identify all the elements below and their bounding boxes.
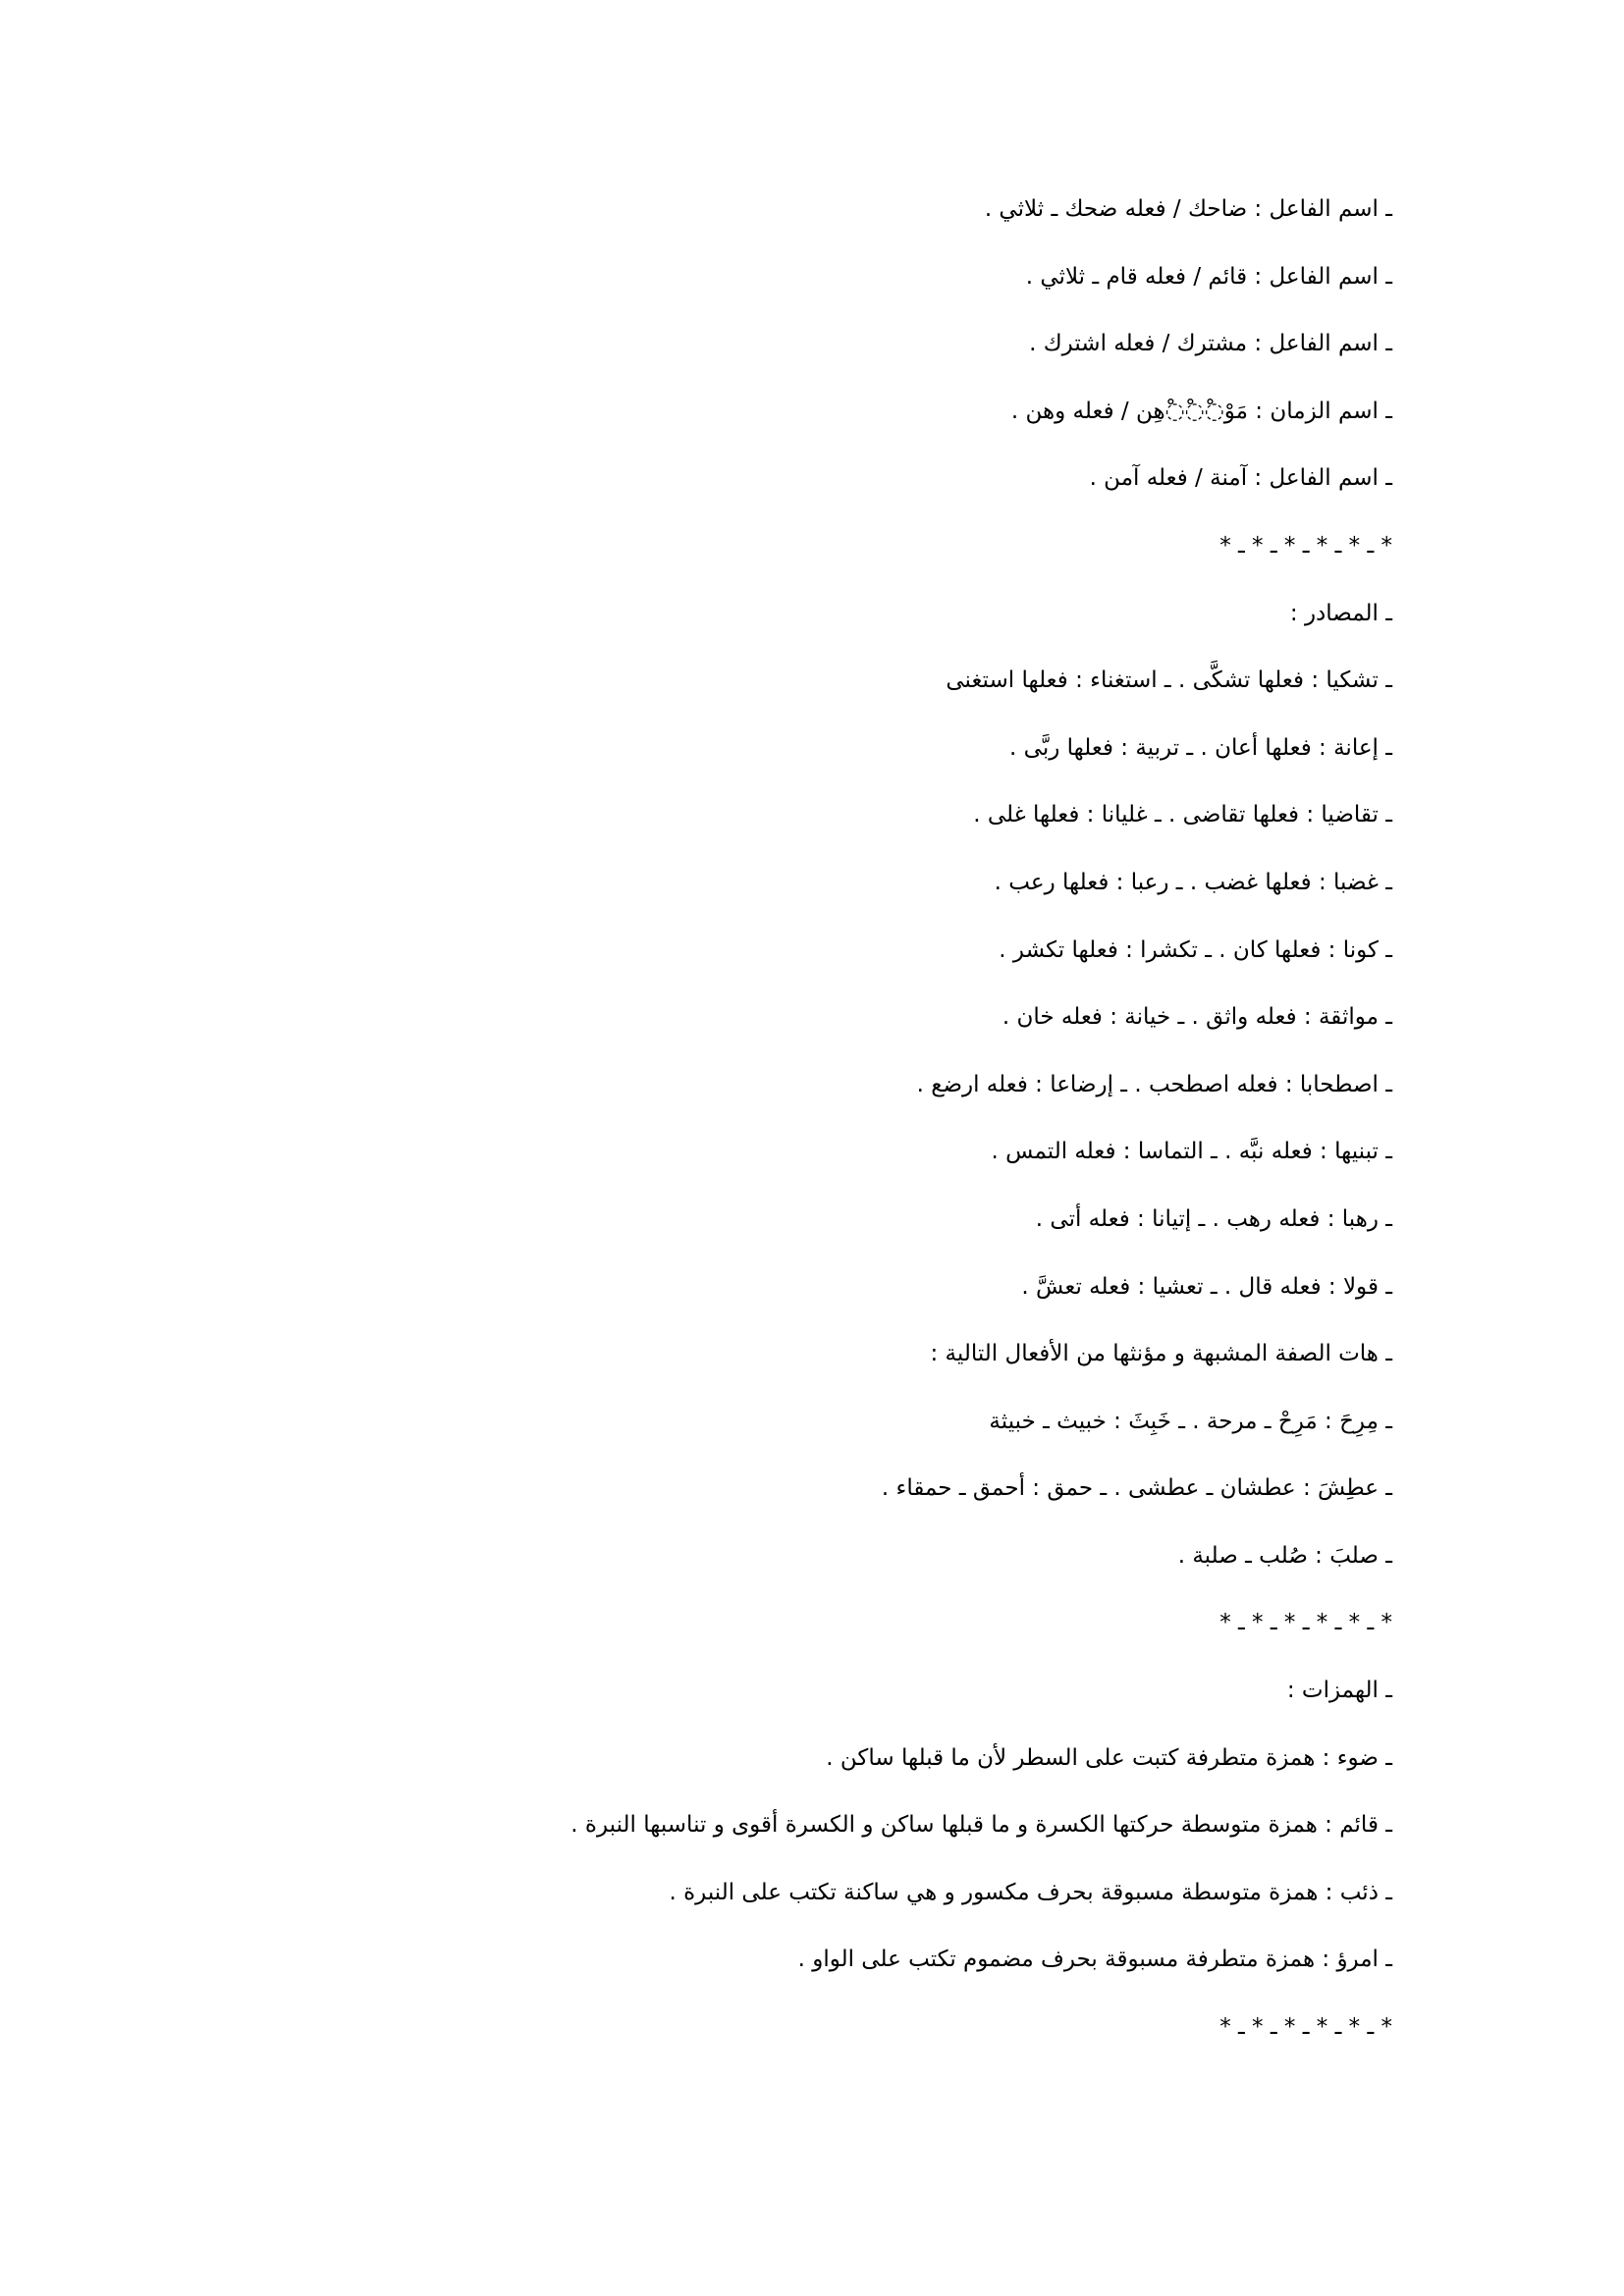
section-separator: * ـ * ـ * ـ * ـ * ـ * — [1219, 532, 1392, 559]
text-line: ـ إعانة : فعلها أعان . ـ تربية : فعلها ربَّى . — [1009, 734, 1392, 761]
section-heading-masadir: ـ المصادر : — [1289, 600, 1392, 626]
text-line: ـ قائم : همزة متوسطة حركتها الكسرة و ما قبلها ساكن و الكسرة أقوى و تناسبها النبرة . — [570, 1812, 1392, 1839]
text-line: ـ تقاضيا : فعلها تقاضى . ـ غليانا : فعلها غلى . — [973, 802, 1392, 828]
text-line: ـ كونا : فعلها كان . ـ تكشرا : فعلها تكشر . — [999, 936, 1392, 963]
exercise-instruction: ـ هات الصفة المشبهة و مؤنثها من الأفعال التالية : — [930, 1341, 1392, 1367]
text-line: ـ صلبَ : صُلب ـ صلبة . — [1177, 1542, 1392, 1569]
text-line: ـ تبنيها : فعله نبَّه . ـ التماسا : فعله التمس . — [991, 1139, 1392, 1165]
text-line: ـ اسم الفاعل : ضاحك / فعله ضحك ـ ثلاثي . — [984, 196, 1392, 222]
text-line: ـ عطِشَ : عطشان ـ عطشى . ـ حمق : أحمق ـ حمقاء . — [881, 1475, 1392, 1502]
text-line: ـ ضوء : همزة متطرفة كتبت على السطر لأن ما قبلها ساكن . — [826, 1744, 1392, 1771]
text-line: ـ اسم الفاعل : آمنة / فعله آمن . — [1089, 465, 1392, 492]
text-line: ـ اسم الزمان : مَوْ◌ْ◌ْ◌ْهِن / فعله وهن . — [1010, 398, 1392, 424]
document-text-body — [214, 194, 1392, 2080]
text-line: ـ مِرِحَ : مَرِحْ ـ مرحة . ـ خَبِثَ : خبيث ـ خبيثة — [989, 1408, 1392, 1434]
text-line: ـ اصطحابا : فعله اصطحب . ـ إرضاعا : فعله ارضع . — [916, 1071, 1392, 1097]
text-line: ـ غضبا : فعلها غضب . ـ رعبا : فعلها رعب . — [994, 869, 1392, 895]
text-line: ـ ذئب : همزة متوسطة مسبوقة بحرف مكسور و هي ساكنة تكتب على النبرة . — [669, 1879, 1392, 1905]
text-line: ـ اسم الفاعل : قائم / فعله قام ـ ثلاثي . — [1025, 263, 1392, 290]
text-line: ـ مواثقة : فعله واثق . ـ خيانة : فعله خان . — [1001, 1004, 1392, 1031]
text-line: ـ امرؤ : همزة متطرفة مسبوقة بحرف مضموم تكتب على الواو . — [797, 1947, 1392, 1973]
section-separator: * ـ * ـ * ـ * ـ * ـ * — [1219, 1610, 1392, 1636]
text-line: ـ تشكيا : فعلها تشكَّى . ـ استغناء : فعلها استغنى — [946, 667, 1392, 694]
text-line: ـ قولا : فعله قال . ـ تعشيا : فعله تعشَّ . — [1021, 1273, 1392, 1300]
section-heading-hamazat: ـ الهمزات : — [1286, 1678, 1392, 1704]
text-line: ـ اسم الفاعل : مشترك / فعله اشترك . — [1029, 331, 1392, 357]
text-line: ـ رهبا : فعله رهب . ـ إتيانا : فعله أتى . — [1035, 1205, 1392, 1232]
section-separator: * ـ * ـ * ـ * ـ * ـ * — [1219, 2014, 1392, 2041]
